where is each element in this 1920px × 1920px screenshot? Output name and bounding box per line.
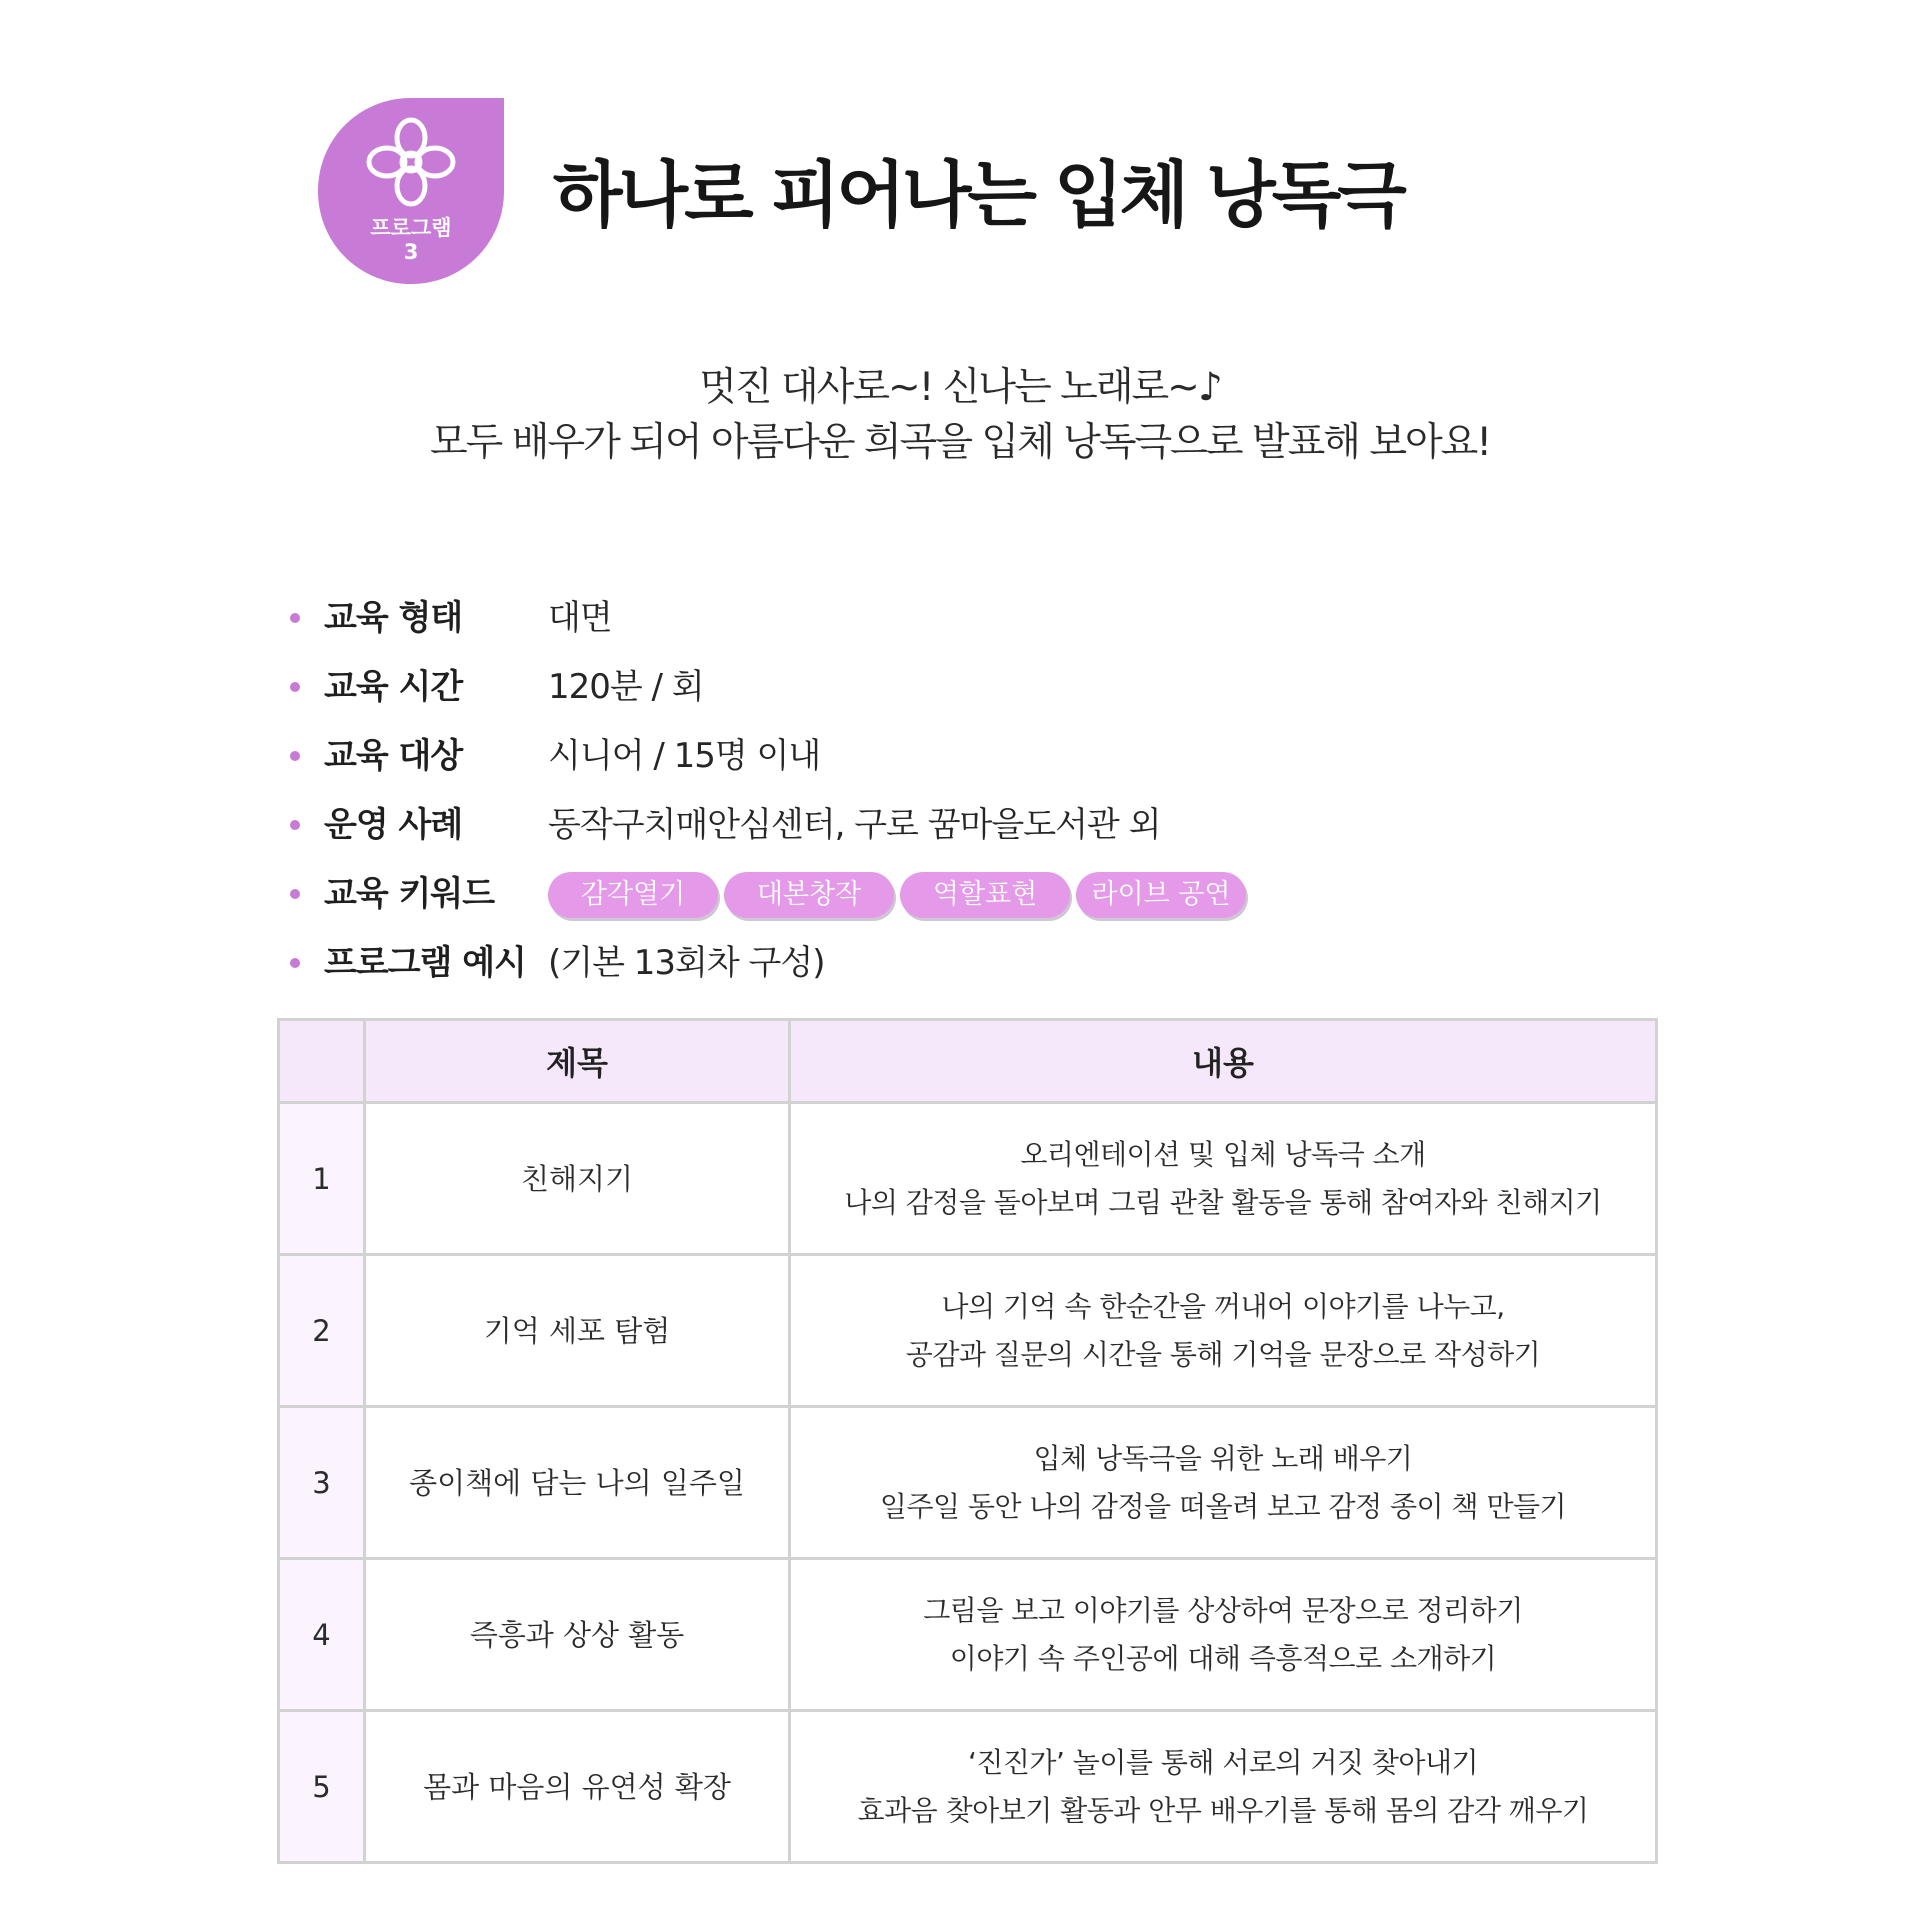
header-title: 제목 [365,1020,790,1103]
table-row [279,1103,1657,1255]
keyword-pill: 역할표현 [900,872,1070,918]
row-num: 1 [279,1103,365,1255]
header-content: 내용 [790,1020,1657,1103]
bullet-icon [290,682,300,692]
info-value: 동작구치매안심센터, 구로 꿈마을도서관 외 [548,805,1161,845]
bullet-icon [290,820,300,830]
info-label: 교육 형태 [324,598,463,638]
program-badge [318,98,504,284]
row-num: 2 [279,1255,365,1407]
info-label: 교육 대상 [324,736,463,776]
intro-line-2: 모두 배우가 되어 아름다운 희곡을 입체 낭독극으로 발표해 보아요! [429,420,1490,465]
row-num: 4 [279,1559,365,1711]
info-value: 120분 / 회 [548,667,704,707]
content-line: 그림을 보고 이야기를 상상하여 문장으로 정리하기 [923,1593,1523,1627]
bullet-icon [290,958,300,968]
keyword-pill: 대본창작 [724,872,894,918]
content-line: 입체 낭독극을 위한 노래 배우기 [1033,1441,1413,1475]
row-title: 즉흥과 상상 활동 [365,1559,790,1711]
content-line: 나의 감정을 돌아보며 그림 관찰 활동을 통해 참여자와 친해지기 [844,1185,1602,1219]
info-label: 프로그램 예시 [324,943,526,983]
keyword-list [548,872,1246,918]
info-value: (기본 13회차 구성) [548,943,825,983]
header-num [279,1020,365,1103]
bullet-icon [290,889,300,899]
row-content [790,1407,1657,1559]
keyword-pill: 라이브 공연 [1076,872,1246,918]
row-num: 5 [279,1711,365,1863]
badge-number: 3 [403,240,419,264]
content-line: 일주일 동안 나의 감정을 떠올려 보고 감정 종이 책 만들기 [879,1489,1567,1523]
content-line: 오리엔테이션 및 입체 낭독극 소개 [1020,1137,1426,1171]
info-value: 시니어 / 15명 이내 [548,736,821,776]
content-line: 공감과 질문의 시간을 통해 기억을 문장으로 작성하기 [905,1337,1541,1371]
row-content [790,1559,1657,1711]
intro-line-1: 멋진 대사로~! 신나는 노래로~♪ [699,365,1221,410]
info-value: 대면 [548,598,612,638]
row-title: 종이책에 담는 나의 일주일 [365,1407,790,1559]
program-table [277,1018,1658,1864]
page-title: 하나로 피어나는 입체 낭독극 [553,153,1403,237]
row-title: 기억 세포 탐험 [365,1255,790,1407]
table-row [279,1255,1657,1407]
content-line: 효과음 찾아보기 활동과 안무 배우기를 통해 몸의 감각 깨우기 [857,1793,1589,1827]
table-row [279,1559,1657,1711]
badge-label: 프로그램 [370,216,452,240]
info-label: 운영 사례 [324,805,463,845]
row-content [790,1255,1657,1407]
bullet-icon [290,613,300,623]
content-line: 이야기 속 주인공에 대해 즉흥적으로 소개하기 [949,1641,1497,1675]
intro-text [0,360,1920,470]
bullet-icon [290,751,300,761]
row-title: 몸과 마음의 유연성 확장 [365,1711,790,1863]
row-content [790,1711,1657,1863]
info-label: 교육 키워드 [324,874,495,914]
table-row [279,1407,1657,1559]
content-line: 나의 기억 속 한순간을 꺼내어 이야기를 나누고, [941,1289,1505,1323]
info-label: 교육 시간 [324,667,463,707]
keyword-pill: 감각열기 [548,872,718,918]
row-content [790,1103,1657,1255]
content-line: ‘진진가’ 놀이를 통해 서로의 거짓 찾아내기 [967,1745,1479,1779]
row-title: 친해지기 [365,1103,790,1255]
table-header-row [279,1020,1657,1103]
table-row [279,1711,1657,1863]
row-num: 3 [279,1407,365,1559]
